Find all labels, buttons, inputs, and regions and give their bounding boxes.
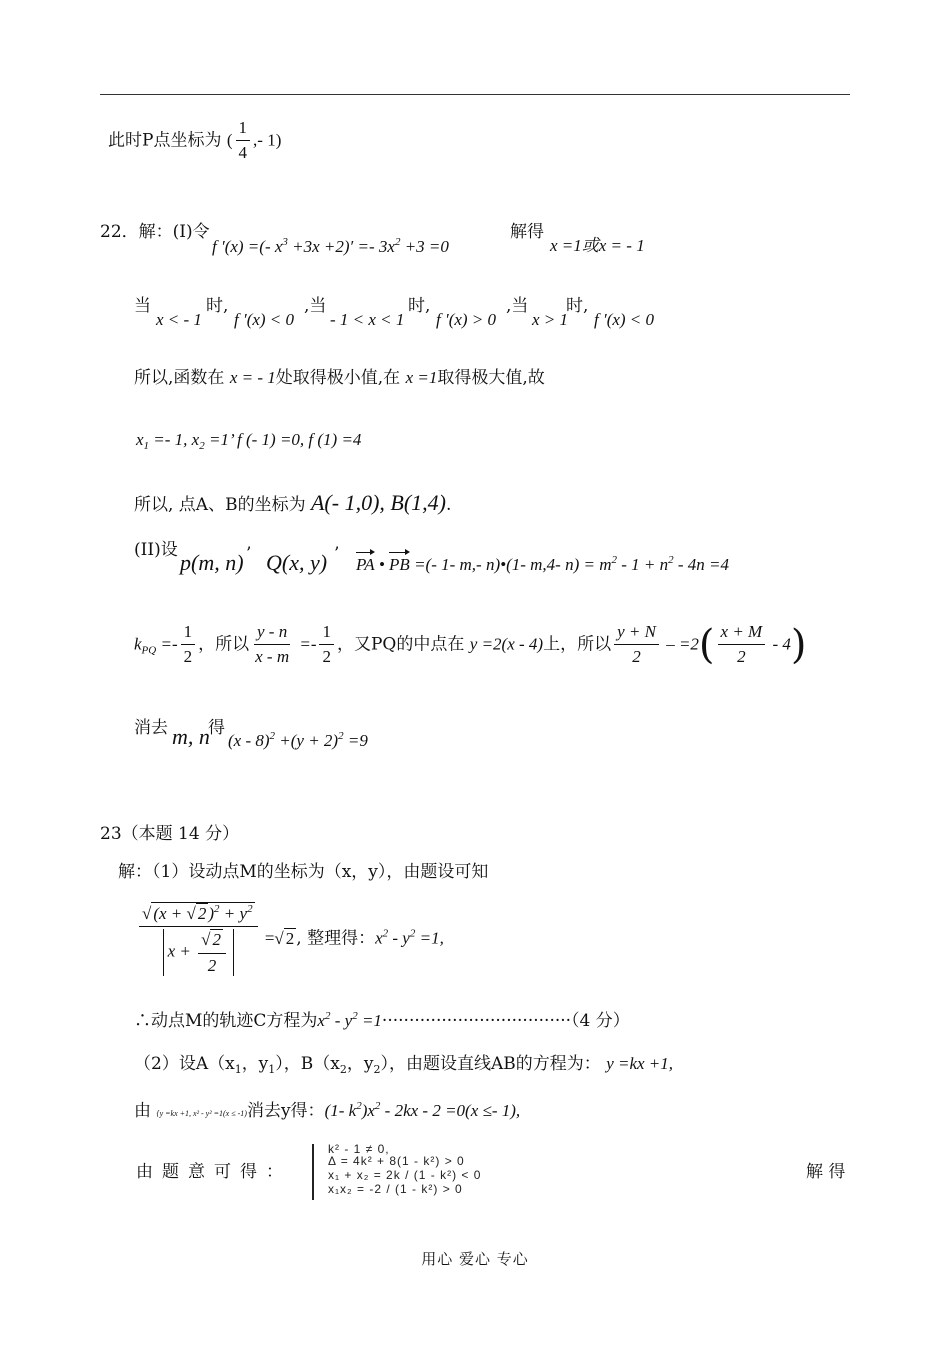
page-footer: 用心 爱心 专心	[421, 1250, 529, 1268]
p-coordinate-numerator: 1	[236, 118, 251, 141]
q22-part2-q: Q(x, y)	[266, 550, 328, 575]
q22-elim-get: 得	[208, 718, 225, 738]
midpoint-y-fraction: $\frac{y + N}{2}$	[614, 622, 659, 668]
q22-when3-sign: f ′(x) < 0	[594, 310, 655, 329]
p-coordinate-label: 此时P点坐标为	[108, 130, 222, 151]
q23-condition-brace	[312, 1144, 322, 1200]
slope-fraction: $\frac{y - n}{x - m}$	[255, 622, 290, 667]
q23-part2-line: （2）设$A(x_1$，$y_1$），$B(x_2$，$y_2$），由题设直线AB的方程为： y =kx +1,	[134, 1054, 674, 1076]
p-coordinate-fraction	[236, 118, 251, 164]
q22-values-line: $x_1 =- 1$, $x_2 =1$’ f (- 1) =0, f (1) =4	[136, 430, 362, 452]
q22-coords-line: 所以, 点A、B的坐标为 A(- 1,0), B(1,4).	[134, 490, 452, 515]
q22-coords-value: A(- 1,0), B(1,4)	[310, 490, 446, 515]
q22-when1-sign: f ′(x) < 0	[234, 310, 295, 329]
q23-condition-row1: k² - 1 ≠ 0,	[328, 1142, 390, 1156]
q22-heading	[100, 222, 210, 242]
q22-extreme-line: 所以,函数在 x = - 1处取得极小值,在 x =1取得极大值,故	[134, 368, 545, 388]
q23-system-line: 由 {y =kx +1, x² - y² =1(x ≤ -1)消去y得：(1- $k^2)x^2 - 2kx - 2 =0(x \le- 1)$,	[134, 1100, 521, 1121]
p-coordinate-line	[108, 118, 281, 164]
q22-when3-time: 时,	[566, 296, 589, 316]
q22-vector-equation: PA • PB =(- 1- m,- n)•(1- m,4- $n) = m^2 - 1 + n^2 - 4n =4$	[356, 554, 730, 574]
p-coordinate-open: (	[226, 130, 233, 150]
q22-roots: x =1或x = - 1	[550, 236, 645, 255]
q23-title: 23（本题 14 分）	[100, 824, 240, 844]
q23-solve-label: 解 得	[806, 1162, 846, 1182]
q22-part2-label: (II)设	[134, 540, 178, 560]
slope-k: k	[134, 634, 142, 654]
q22-part2-sep2: ’	[334, 544, 340, 564]
vector-pb: PB	[389, 555, 410, 574]
q23-score-dots: ···································（4 分）	[381, 1011, 630, 1031]
q22-derivative-equation: f ′(x) =(- $x^3 +3x +2)' =- 3x^2 +3 =0$	[212, 236, 449, 256]
q22-elim-label: 消去	[134, 718, 168, 738]
q22-elim-vars: m, n	[172, 724, 210, 749]
q23-condition-row4: x₁x₂ = -2 / (1 - k²) > 0	[328, 1182, 463, 1196]
q23-locus-line: ∴动点M的轨迹C方程为$x^2 - y^2 =1\cdot\cdot\cdot\cdot\cdot\cdot\cdot\cdot\cdot\cdot\cdot\cdot\cdot\cdot\cdot\cdot\cdot\cdot\cdot\cdot\cdot\cdot\cdot\cdot\cdot\cdot\cdot\cdot\cdot\cdot\cdot\cdot\cdot\cdot\cdot(4$ 分）	[134, 1010, 630, 1031]
q23-intro: 解：（1）设动点M的坐标为（x，y），由题设可知	[118, 862, 489, 882]
q22-elim-result: $(x - 8)^2 +(y + 2)^2 =9$	[228, 730, 368, 750]
q23-line-ab-equation: y =kx +1,	[606, 1054, 674, 1073]
q23-condition-row2: Δ = 4k² + 8(1 - k²) > 0	[328, 1154, 465, 1168]
half-fraction: $\frac{1}{2}$	[181, 622, 196, 668]
q22-solve-label: 解得	[510, 222, 544, 242]
midpoint-x-fraction: $\frac{x + M}{2}$	[718, 622, 766, 668]
midpoint-line-equation: y =2(x - 4)	[469, 634, 544, 654]
q23-small-system: {y =kx +1, x² - y² =1(x ≤ -1)	[156, 1109, 247, 1118]
q22-part2-sep1: ’	[246, 544, 252, 564]
q22-when2-time: 时,	[408, 296, 431, 316]
q23-condition-label: 由题意可得：	[136, 1162, 292, 1182]
q22-when1-label: 当	[134, 296, 151, 316]
p-coordinate-rest: ,- 1)	[253, 130, 282, 150]
q23-condition-row3: x₁ + x₂ = 2k / (1 - k²) < 0	[328, 1168, 482, 1182]
q22-when2-sign: f ′(x) > 0	[436, 310, 497, 329]
q22-when3-condition: x > 1	[532, 310, 569, 329]
q23-distance-ratio: √ (x + √ 2 )$^2 + y^2$ x + $\frac{√ 2}{2}$	[139, 902, 258, 976]
q22-when2-condition: - 1 < x < 1	[330, 310, 405, 329]
header-rule	[100, 94, 850, 95]
q22-part2-p: p(m, n)	[180, 550, 244, 575]
q22-midpoint-line: $k_{PQ}$ =- $\frac{1}{2}$ ，所以 $\frac{y - n}{x - m}$ =- $\frac{1}{2}$ ，又PQ的中点在 y =2(x - 4)上，所以 $\frac{y + N}{2}$ – =2( $\frac{x + M}{2}$ - 4)	[134, 621, 807, 668]
q23-ratio-equation: √ (x + √ 2 )$^2 + y^2$ x + $\frac{√ 2}{2}$ =√ 2 , 整理得：$x^2 - y^2 =1$,	[136, 902, 444, 976]
q22-when3-label: ,当	[506, 296, 529, 316]
q22-number: 22．解：(I)令	[100, 222, 210, 242]
q22-extreme-max-x: x =1	[405, 368, 438, 387]
q22-extreme-min-x: x = - 1	[229, 368, 276, 387]
q22-when2-label: ,当	[304, 296, 327, 316]
q22-when1-time: 时,	[206, 296, 229, 316]
q22-when1-condition: x < - 1	[156, 310, 202, 329]
vector-pa: PA	[356, 555, 375, 574]
half-fraction-2: $\frac{1}{2}$	[319, 622, 334, 668]
p-coordinate-denominator: 4	[238, 143, 248, 163]
